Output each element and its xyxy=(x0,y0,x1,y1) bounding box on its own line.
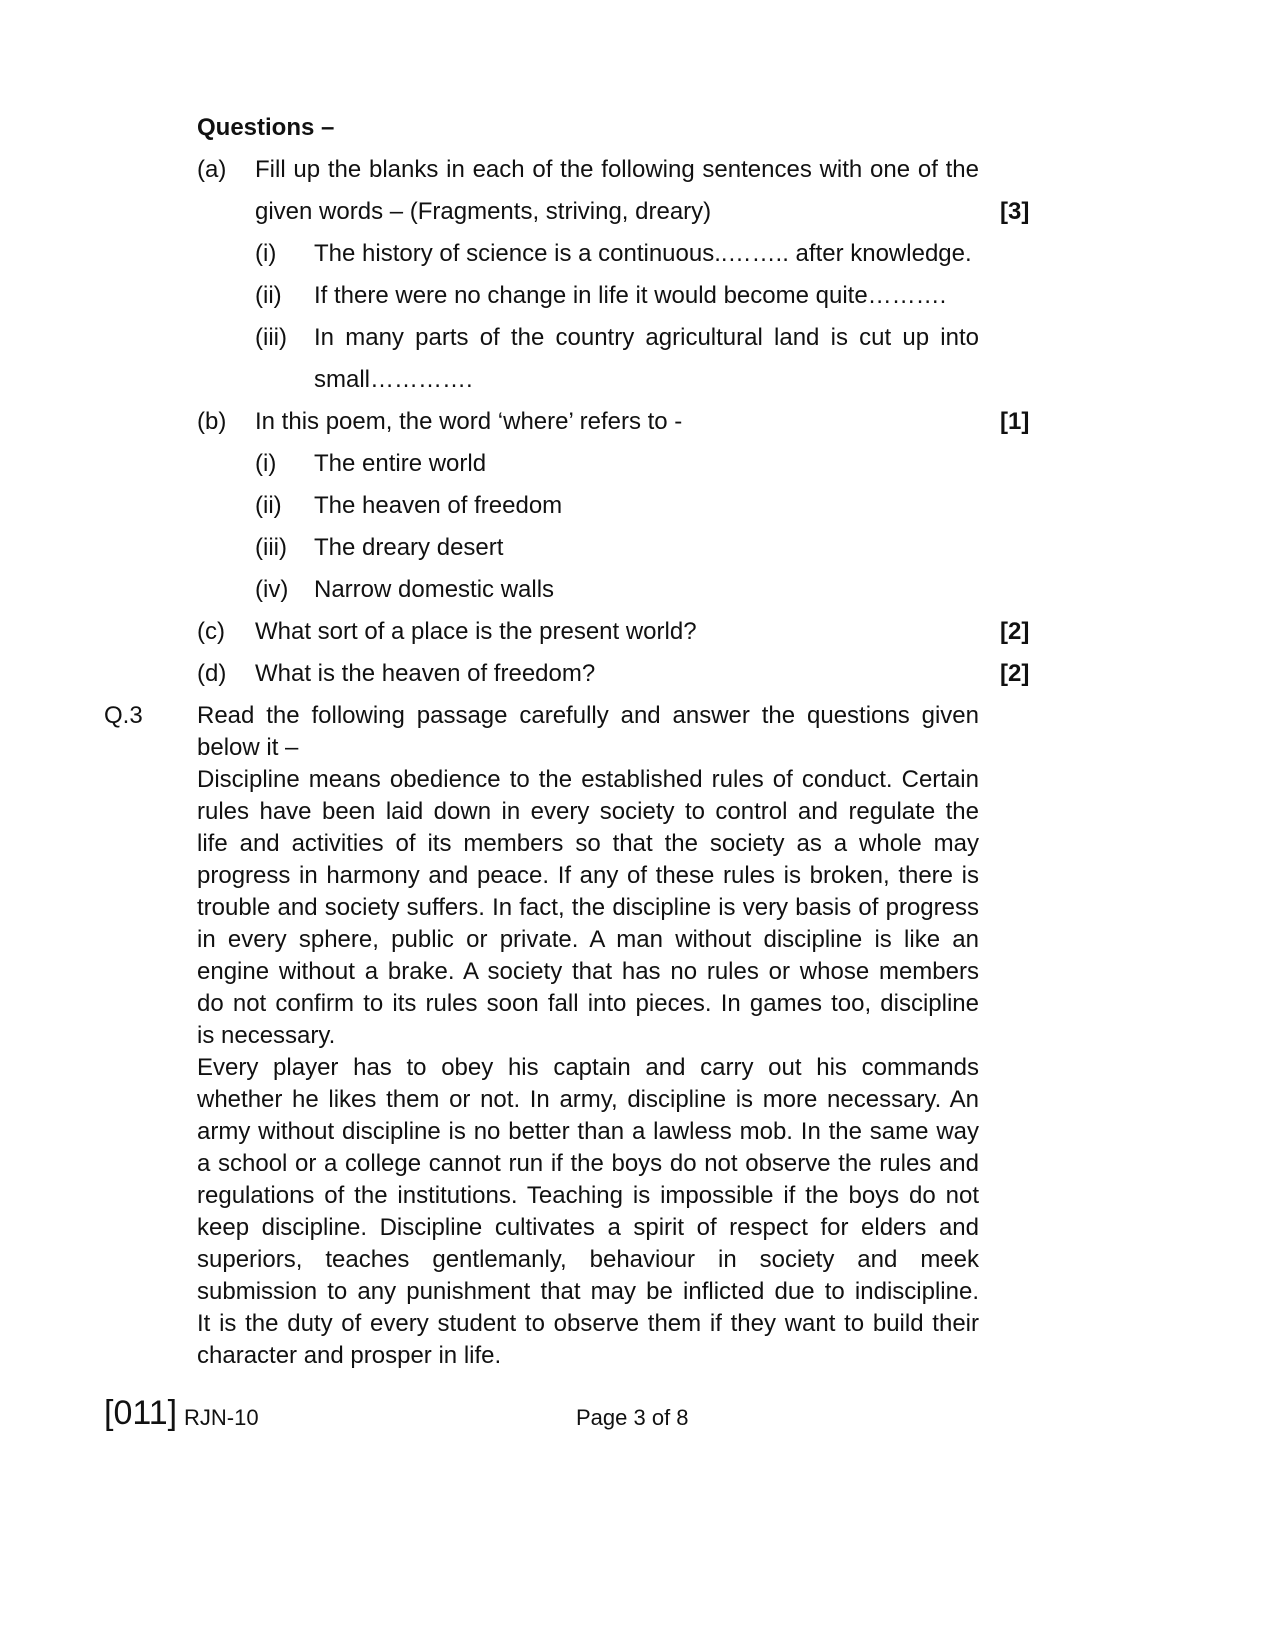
question-c-marks: [2] xyxy=(1000,618,1030,645)
question-3-number: Q.3 xyxy=(104,702,143,729)
question-3-intro-line1: Read the following passage carefully and answer the questions given xyxy=(197,702,979,729)
question-d-marks: [2] xyxy=(1000,660,1030,687)
passage-line: whether he likes them or not. In army, discipline is more necessary. An xyxy=(197,1086,979,1113)
blank-item-text: The history of science is a continuous..…….. after knowledge. xyxy=(314,240,972,267)
passage-line: submission to any punishment that may be inflicted due to indiscipline. xyxy=(197,1278,979,1305)
passage-line: trouble and society suffers. In fact, the discipline is very basis of progress xyxy=(197,894,979,921)
option-label: (i) xyxy=(255,450,277,477)
blank-item-text-continued: small…………. xyxy=(314,366,473,393)
passage-line: Every player has to obey his captain and carry out his commands xyxy=(197,1054,979,1081)
question-a-line2: given words – (Fragments, striving, dreary) xyxy=(255,198,712,225)
blank-item-label: (iii) xyxy=(255,324,287,351)
passage-line: army without discipline is no better than a lawless mob. In the same way xyxy=(197,1118,979,1145)
passage-line: progress in harmony and peace. If any of these rules is broken, there is xyxy=(197,862,979,889)
option-label: (iii) xyxy=(255,534,287,561)
passage-line: superiors, teaches gentlemanly, behaviour in society and meek xyxy=(197,1246,979,1273)
passage-line: regulations of the institutions. Teaching is impossible if the boys do not xyxy=(197,1182,979,1209)
footer-page-number: Page 3 of 8 xyxy=(576,1405,689,1430)
option-text: The heaven of freedom xyxy=(314,492,563,519)
question-c-label: (c) xyxy=(197,618,225,645)
question-3-intro-line2: below it – xyxy=(197,734,299,761)
section-heading: Questions – xyxy=(197,114,335,141)
footer-code: [011] xyxy=(104,1394,178,1432)
blank-item-text: If there were no change in life it would become quite………. xyxy=(314,282,947,309)
option-label: (iv) xyxy=(255,576,289,603)
question-d-text: What is the heaven of freedom? xyxy=(255,660,596,687)
question-a-label: (a) xyxy=(197,156,227,183)
question-b-text: In this poem, the word ‘where’ refers to - xyxy=(255,408,683,435)
question-d-label: (d) xyxy=(197,660,227,687)
question-a-marks: [3] xyxy=(1000,198,1030,225)
passage-line: is necessary. xyxy=(197,1022,336,1049)
passage-line: a school or a college cannot run if the boys do not observe the rules and xyxy=(197,1150,979,1177)
passage-line: Discipline means obedience to the established rules of conduct. Certain xyxy=(197,766,979,793)
blank-item-label: (ii) xyxy=(255,282,282,309)
option-text: Narrow domestic walls xyxy=(314,576,555,603)
passage-line: do not confirm to its rules soon fall into pieces. In games too, discipline xyxy=(197,990,979,1017)
question-a-line1: Fill up the blanks in each of the following sentences with one of the xyxy=(255,156,979,183)
footer-paper-code: RJN-10 xyxy=(184,1405,259,1430)
passage-line: rules have been laid down in every society to control and regulate the xyxy=(197,798,979,825)
blank-item-label: (i) xyxy=(255,240,277,267)
passage-line: engine without a brake. A society that has no rules or whose members xyxy=(197,958,979,985)
passage-line: It is the duty of every student to observe them if they want to build their xyxy=(197,1310,979,1337)
passage-line: life and activities of its members so that the society as a whole may xyxy=(197,830,979,857)
option-text: The dreary desert xyxy=(314,534,504,561)
blank-item-text: In many parts of the country agricultural land is cut up into xyxy=(314,324,979,351)
question-b-marks: [1] xyxy=(1000,408,1030,435)
passage-line: character and prosper in life. xyxy=(197,1342,502,1369)
passage-line: keep discipline. Discipline cultivates a spirit of respect for elders and xyxy=(197,1214,979,1241)
question-b-label: (b) xyxy=(197,408,227,435)
question-c-text: What sort of a place is the present world? xyxy=(255,618,697,645)
option-text: The entire world xyxy=(314,450,487,477)
option-label: (ii) xyxy=(255,492,282,519)
passage-line: in every sphere, public or private. A man without discipline is like an xyxy=(197,926,979,953)
